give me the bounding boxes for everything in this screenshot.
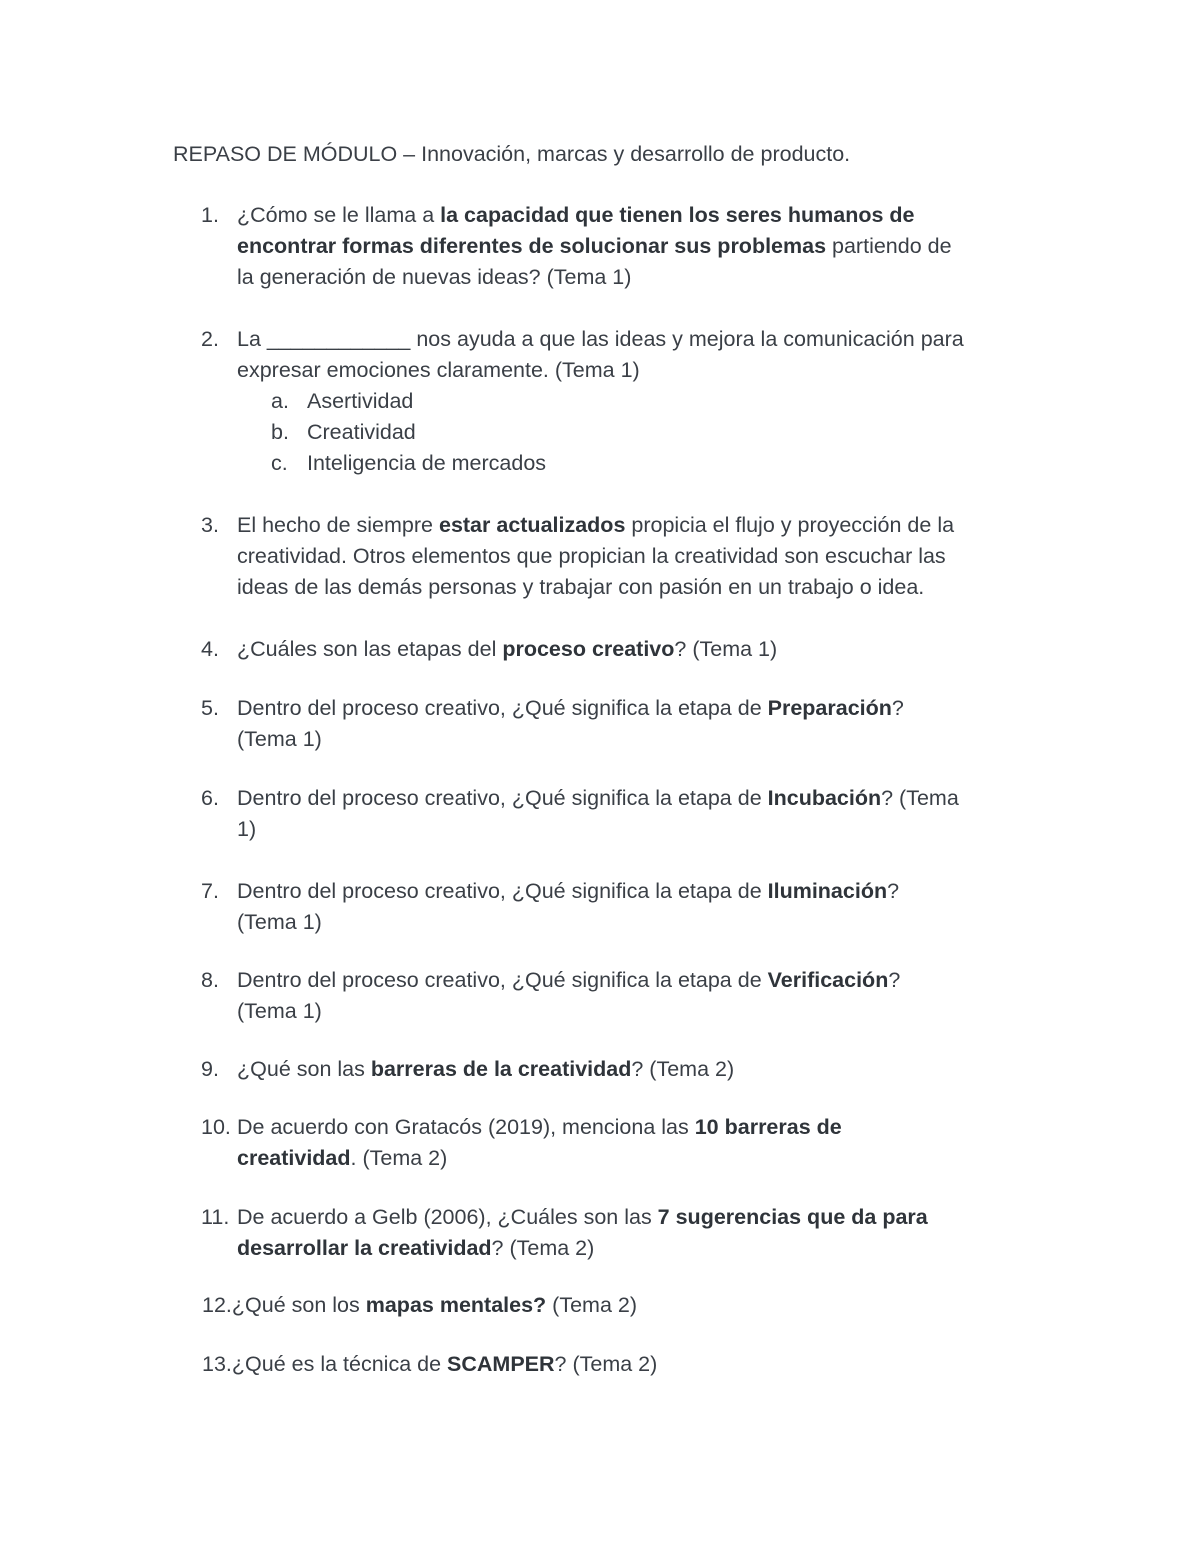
question-line (237, 200, 1047, 231)
question-text: ? (Tema (881, 786, 959, 810)
question-number: 11. (201, 1205, 230, 1229)
question-line (237, 693, 1047, 724)
question-1 (201, 200, 1047, 293)
question-text: ¿Qué son los (231, 1293, 366, 1317)
question-5 (201, 693, 1047, 755)
question-line (237, 876, 1047, 907)
question-9 (201, 1054, 1047, 1085)
question-bold-text: 7 sugerencias que da para (657, 1205, 928, 1229)
question-text: ¿Cómo se le llama a (237, 203, 441, 227)
question-line (237, 965, 1047, 996)
question-bold-text: 10 barreras de (694, 1115, 842, 1139)
question-text: Dentro del proceso creativo, ¿Qué significa la etapa de (237, 968, 768, 992)
question-line (237, 634, 1047, 665)
question-3 (201, 510, 1047, 603)
question-number: 7. (201, 879, 219, 903)
option-mark: c. (271, 451, 288, 475)
question-text: El hecho de siempre (237, 513, 439, 537)
question-bold-text: barreras de la creatividad (370, 1057, 632, 1081)
question-12 (202, 1290, 637, 1321)
question-line: (Tema 1) (237, 999, 322, 1023)
question-text: De acuerdo con Gratacós (2019), menciona las (237, 1115, 695, 1139)
question-4 (201, 634, 1047, 665)
question-line: La ____________ nos ayuda a que las ideas y mejora la comunicación para (237, 327, 964, 351)
question-text: (Tema 2) (546, 1293, 637, 1317)
question-11 (201, 1202, 1047, 1264)
question-line (237, 231, 1047, 262)
question-text: propicia el flujo y proyección de la (625, 513, 955, 537)
question-line (237, 1233, 1047, 1264)
question-text: Dentro del proceso creativo, ¿Qué significa la etapa de (237, 696, 768, 720)
question-bold-text: encontrar formas diferentes de solucionar sus problemas (237, 234, 827, 258)
question-bold-text: la capacidad que tienen los seres humanos de (440, 203, 915, 227)
question-bold-text: estar actualizados (438, 513, 626, 537)
option-text: Asertividad (307, 389, 414, 413)
question-13 (202, 1349, 657, 1380)
question-10 (201, 1112, 1047, 1174)
question-text: partiendo de (826, 234, 952, 258)
question-bold-text: Preparación (767, 696, 892, 720)
question-bold-text: SCAMPER (447, 1352, 555, 1376)
question-number: 2. (201, 327, 219, 351)
option-c (271, 448, 547, 479)
question-line: 1) (237, 817, 257, 841)
question-8 (201, 965, 1047, 1027)
question-number: 13. (202, 1352, 232, 1376)
question-text: ¿Cuáles son las etapas del (237, 637, 503, 661)
question-line: creatividad. Otros elementos que propician la creatividad son escuchar las (237, 544, 946, 568)
document-title: REPASO DE MÓDULO – Innovación, marcas y desarrollo de producto. (173, 142, 851, 166)
question-text: De acuerdo a Gelb (2006), ¿Cuáles son las (237, 1205, 658, 1229)
option-mark: a. (271, 389, 289, 413)
question-line (237, 1202, 1047, 1233)
question-7 (201, 876, 1047, 938)
question-line: (Tema 1) (237, 910, 322, 934)
question-bold-text: Iluminación (767, 879, 888, 903)
question-line (237, 783, 1047, 814)
question-text: ? (891, 696, 904, 720)
question-line: la generación de nuevas ideas? (Tema 1) (237, 265, 632, 289)
question-bold-text: desarrollar la creatividad (237, 1236, 492, 1260)
option-text: Creatividad (307, 420, 416, 444)
question-bold-text: creatividad (237, 1146, 351, 1170)
question-number: 5. (201, 696, 219, 720)
question-text: ¿Qué es la técnica de (231, 1352, 448, 1376)
question-6 (201, 783, 1047, 845)
question-number: 4. (201, 637, 219, 661)
question-text: Dentro del proceso creativo, ¿Qué significa la etapa de (237, 786, 768, 810)
option-mark: b. (271, 420, 289, 444)
question-text: ? (Tema 2) (631, 1057, 735, 1081)
question-text: ¿Qué son las (237, 1057, 371, 1081)
question-number: 3. (201, 513, 219, 537)
question-line (237, 510, 1047, 541)
option-b (271, 417, 416, 448)
question-text: ? (Tema 2) (491, 1236, 595, 1260)
question-2 (201, 324, 1047, 386)
option-text: Inteligencia de mercados (307, 451, 547, 475)
question-number: 6. (201, 786, 219, 810)
question-text: ? (Tema 1) (674, 637, 778, 661)
question-text: ? (Tema 2) (554, 1352, 658, 1376)
question-bold-text: Verificación (767, 968, 889, 992)
option-a (271, 386, 414, 417)
question-text: ? (888, 968, 901, 992)
question-number: 1. (201, 203, 219, 227)
question-bold-text: Incubación (767, 786, 882, 810)
question-text: . (Tema 2) (350, 1146, 448, 1170)
question-line: (Tema 1) (237, 727, 322, 751)
question-line (237, 1112, 1047, 1143)
question-number: 12. (202, 1293, 232, 1317)
question-number: 10. (201, 1115, 231, 1139)
question-bold-text: mapas mentales? (365, 1293, 547, 1317)
question-text: ? (887, 879, 900, 903)
question-bold-text: proceso creativo (502, 637, 675, 661)
question-line: ideas de las demás personas y trabajar con pasión en un trabajo o idea. (237, 575, 925, 599)
question-number: 8. (201, 968, 219, 992)
question-line (237, 1143, 1047, 1174)
question-line (237, 1054, 1047, 1085)
question-text: Dentro del proceso creativo, ¿Qué significa la etapa de (237, 879, 768, 903)
question-number: 9. (201, 1057, 219, 1081)
question-line: expresar emociones claramente. (Tema 1) (237, 358, 640, 382)
